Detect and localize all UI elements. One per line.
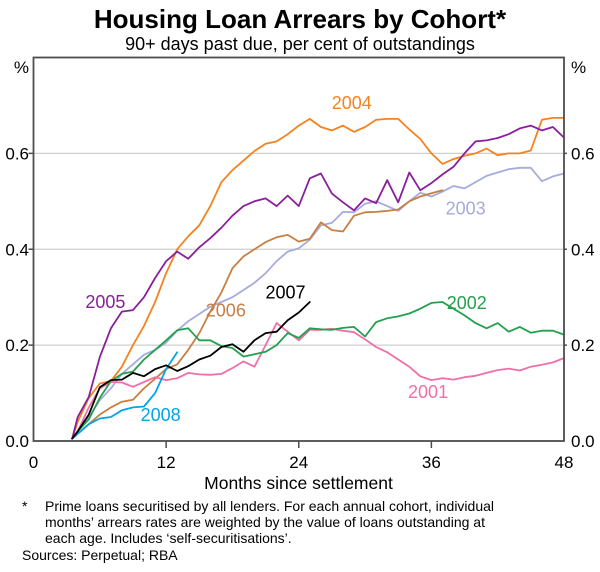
ytick-label-left-0.6: 0.6 — [5, 144, 29, 164]
series-label-2005: 2005 — [85, 291, 126, 312]
series-label-2008: 2008 — [140, 405, 181, 426]
y-unit-left: % — [13, 58, 29, 77]
footnote-line-3: each age. Includes ‘self-securitisations’. — [45, 530, 292, 547]
ytick-label-right-0.2: 0.2 — [571, 336, 595, 356]
series-label-2007: 2007 — [265, 282, 306, 303]
footnote — [22, 498, 582, 547]
series-label-2001: 2001 — [408, 382, 449, 403]
ytick-label-left-0.0: 0.0 — [5, 432, 29, 451]
series-label-2004: 2004 — [331, 93, 372, 114]
xtick-label-12: 12 — [156, 453, 176, 472]
series-label-2003: 2003 — [445, 198, 486, 219]
ytick-label-right-0.6: 0.6 — [571, 144, 595, 164]
xtick-label-24: 24 — [289, 453, 309, 472]
sources-line: Sources: Perpetual; RBA — [22, 547, 178, 563]
series-line-2005 — [72, 126, 564, 439]
ytick-label-right-0.0: 0.0 — [571, 432, 595, 451]
footnote-marker: * — [22, 498, 28, 514]
chart-title: Housing Loan Arrears by Cohort* — [93, 4, 507, 34]
footnote-line-1: Prime loans securitised by all lenders. For each annual cohort, individual — [45, 498, 495, 514]
xtick-label-36: 36 — [421, 453, 441, 472]
y-unit-right: % — [571, 58, 587, 77]
series-label-2002: 2002 — [446, 292, 487, 313]
ytick-label-left-0.2: 0.2 — [5, 336, 29, 356]
xtick-label-48: 48 — [554, 453, 574, 472]
ytick-label-right-0.4: 0.4 — [571, 240, 595, 260]
x-axis-label: Months since settlement — [204, 473, 393, 493]
ytick-label-left-0.4: 0.4 — [5, 240, 29, 260]
chart-subtitle: 90+ days past due, per cent of outstandings — [125, 34, 475, 54]
series-line-2008 — [72, 352, 177, 438]
footnote-text — [45, 498, 582, 547]
series-line-2006 — [72, 190, 442, 438]
xtick-label-0: 0 — [28, 453, 39, 472]
footnote-line-2: months’ arrears rates are weighted by the value of loans outstanding at — [45, 514, 485, 531]
series-line-2003 — [72, 168, 564, 439]
series-line-2004 — [72, 118, 564, 439]
series-label-2006: 2006 — [205, 300, 246, 321]
